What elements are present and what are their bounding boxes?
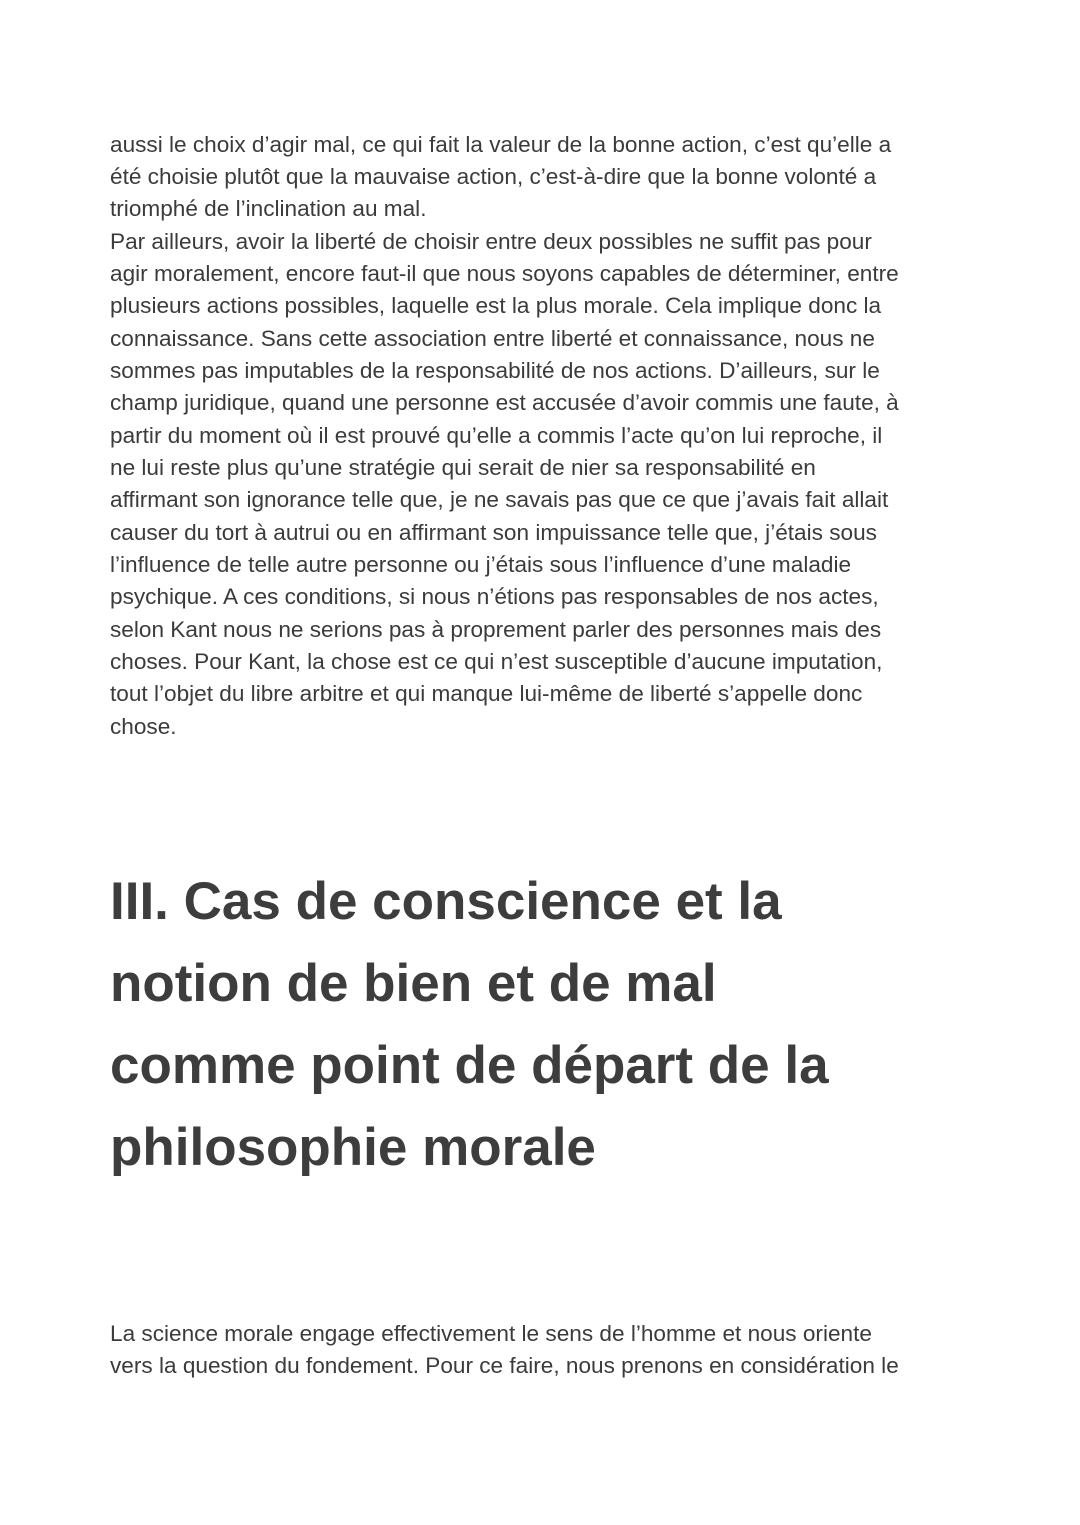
text-line: La science morale engage effectivement le sens de l’homme et nous oriente	[110, 1321, 872, 1346]
text-line: tout l’objet du libre arbitre et qui manque lui-même de liberté s’appelle donc	[110, 681, 863, 706]
text-line: partir du moment où il est prouvé qu’elle a commis l’acte qu’on lui reproche, il	[110, 423, 883, 448]
heading-line: notion de bien et de mal	[110, 954, 717, 1013]
text-line: affirmant son ignorance telle que, je ne savais pas que ce que j’avais fait allait	[110, 487, 889, 512]
text-line: sommes pas imputables de la responsabilité de nos actions. D’ailleurs, sur le	[110, 358, 880, 383]
text-line: plusieurs actions possibles, laquelle est la plus morale. Cela implique donc la	[110, 293, 882, 318]
text-line: psychique. A ces conditions, si nous n’étions pas responsables de nos actes,	[110, 584, 879, 609]
text-line: vers la question du fondement. Pour ce faire, nous prenons en considération le	[110, 1353, 899, 1378]
text-line: choses. Pour Kant, la chose est ce qui n’est susceptible d’aucune imputation,	[110, 649, 883, 674]
text-line: Par ailleurs, avoir la liberté de choisir entre deux possibles ne suffit pas pour	[110, 229, 872, 254]
text-line: triomphé de l’inclination au mal.	[110, 196, 427, 221]
text-line: chose.	[110, 714, 177, 739]
text-line: champ juridique, quand une personne est accusée d’avoir commis une faute, à	[110, 390, 899, 415]
text-line: ne lui reste plus qu’une stratégie qui serait de nier sa responsabilité en	[110, 455, 816, 480]
heading-line: III. Cas de conscience et la	[110, 872, 782, 931]
heading-line: philosophie morale	[110, 1118, 596, 1177]
text-line: aussi le choix d’agir mal, ce qui fait la valeur de la bonne action, c’est qu’elle a	[110, 132, 892, 157]
text-line: selon Kant nous ne serions pas à proprement parler des personnes mais des	[110, 617, 882, 642]
text-line: l’influence de telle autre personne ou j’étais sous l’influence d’une maladie	[110, 552, 852, 577]
heading-line: comme point de départ de la	[110, 1036, 829, 1095]
text-line: été choisie plutôt que la mauvaise action, c’est-à-dire que la bonne volonté a	[110, 164, 877, 189]
text-line: connaissance. Sans cette association entre liberté et connaissance, nous ne	[110, 326, 875, 351]
text-line: agir moralement, encore faut-il que nous soyons capables de déterminer, entre	[110, 261, 899, 286]
text-line: causer du tort à autrui ou en affirmant son impuissance telle que, j’étais sous	[110, 520, 877, 545]
